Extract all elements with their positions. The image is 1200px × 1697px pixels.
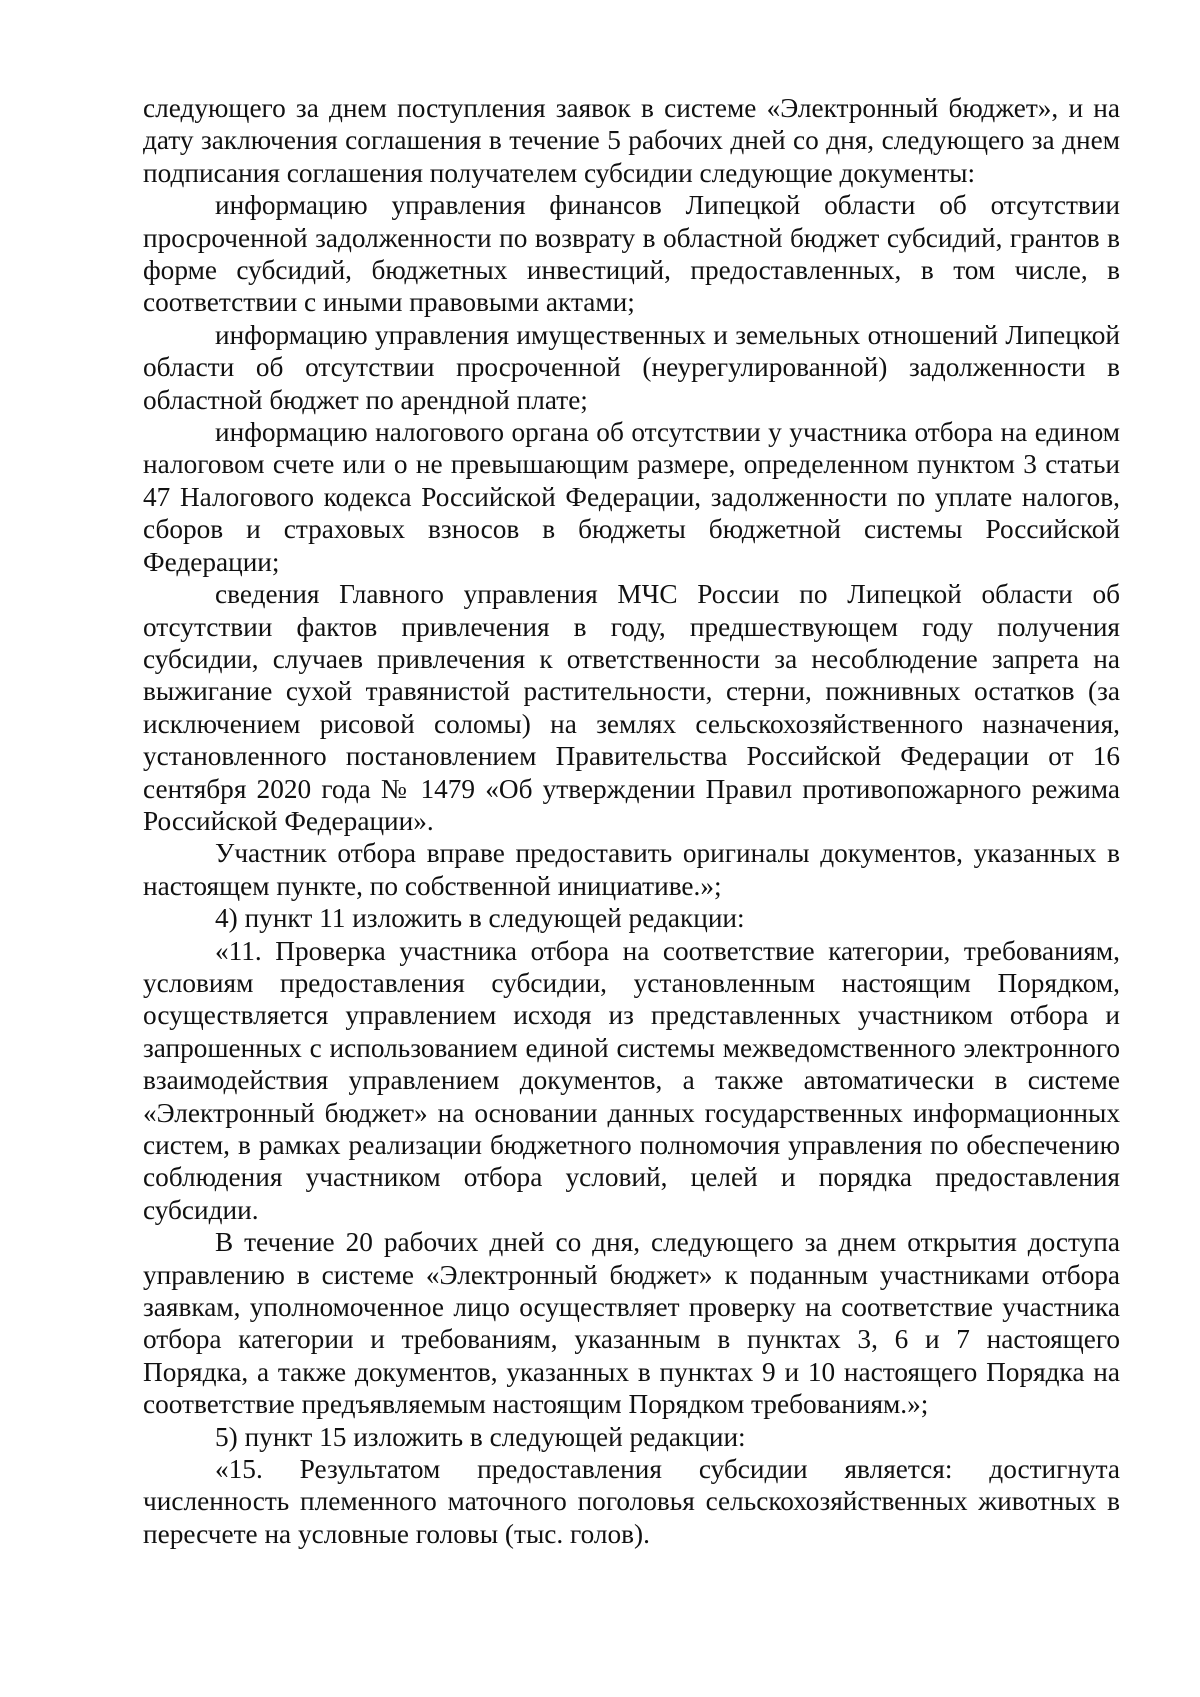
document-body bbox=[143, 92, 1120, 1550]
paragraph-emergency-info: сведения Главного управления МЧС России по Липецкой области об отсутствии фактов привлечения в году, предшествующем году получения субсидии, случаев привлечения к ответственности за несоблюдение запрета на выжигание сухой травянистой растительности, стерни, пожнивных остатков (за исключением рисовой соломы) на землях сельскохозяйственного назначения, установленного постановлением Правительства Российской Федерации от 16 сентября 2020 года № 1479 «Об утверждении Правил противопожарного режима Российской Федерации». bbox=[143, 579, 1120, 836]
paragraph-clause-15: «15. Результатом предоставления субсидии является: достигнута численность племенного маточного поголовья сельскохозяйственных животных в пересчете на условные головы (тыс. голов). bbox=[143, 1454, 1120, 1549]
paragraph-tax-info: информацию налогового органа об отсутствии у участника отбора на едином налоговом счете или о не превышающим размере, определенном пунктом 3 статьи 47 Налогового кодекса Российской Федерации, задолженности по уплате налогов, сборов и страховых взносов в бюджеты бюджетной системы Российской Федерации; bbox=[143, 417, 1120, 577]
paragraph-review-period: В течение 20 рабочих дней со дня, следующего за днем открытия доступа управлению в системе «Электронный бюджет» к поданным участниками отбора заявкам, уполномоченное лицо осуществляет проверку на соответствие участника отбора категории и требованиям, указанным в пунктах 3, 6 и 7 настоящего Порядка, а также документов, указанных в пунктах 9 и 10 настоящего Порядка на соответствие предъявляемым настоящим Порядком требованиям.»; bbox=[143, 1227, 1120, 1420]
paragraph-originals: Участник отбора вправе предоставить оригиналы документов, указанных в настоящем пункте, по собственной инициативе.»; bbox=[143, 838, 1120, 901]
paragraph-item-4: 4) пункт 11 изложить в следующей редакции: bbox=[215, 903, 745, 934]
paragraph-item-5: 5) пункт 15 изложить в следующей редакции: bbox=[215, 1421, 746, 1452]
paragraph-clause-11: «11. Проверка участника отбора на соответствие категории, требованиям, условиям предоставления субсидии, установленным настоящим Порядком, осуществляется управлением исходя из представленных участником отбора и запрошенных с использованием единой системы межведомственного электронного взаимодействия управлением документов, а также автоматически в системе «Электронный бюджет» на основании данных государственных информационных систем, в рамках реализации бюджетного полномочия управления по обеспечению соблюдения участником отбора условий, целей и порядка предоставления субсидии. bbox=[143, 935, 1120, 1225]
paragraph-continuation: следующего за днем поступления заявок в системе «Электронный бюджет», и на дату заключения соглашения в течение 5 рабочих дней со дня, следующего за днем подписания соглашения получателем субсидии следующие документы: bbox=[143, 93, 1120, 188]
paragraph-property-info: информацию управления имущественных и земельных отношений Липецкой области об отсутствии просроченной (неурегулированной) задолженности в областной бюджет по арендной плате; bbox=[143, 319, 1120, 415]
paragraph-finance-info: информацию управления финансов Липецкой области об отсутствии просроченной задолженности по возврату в областной бюджет субсидий, грантов в форме субсидий, бюджетных инвестиций, предоставленных, в том числе, в соответствии с иными правовыми актами; bbox=[143, 190, 1120, 318]
